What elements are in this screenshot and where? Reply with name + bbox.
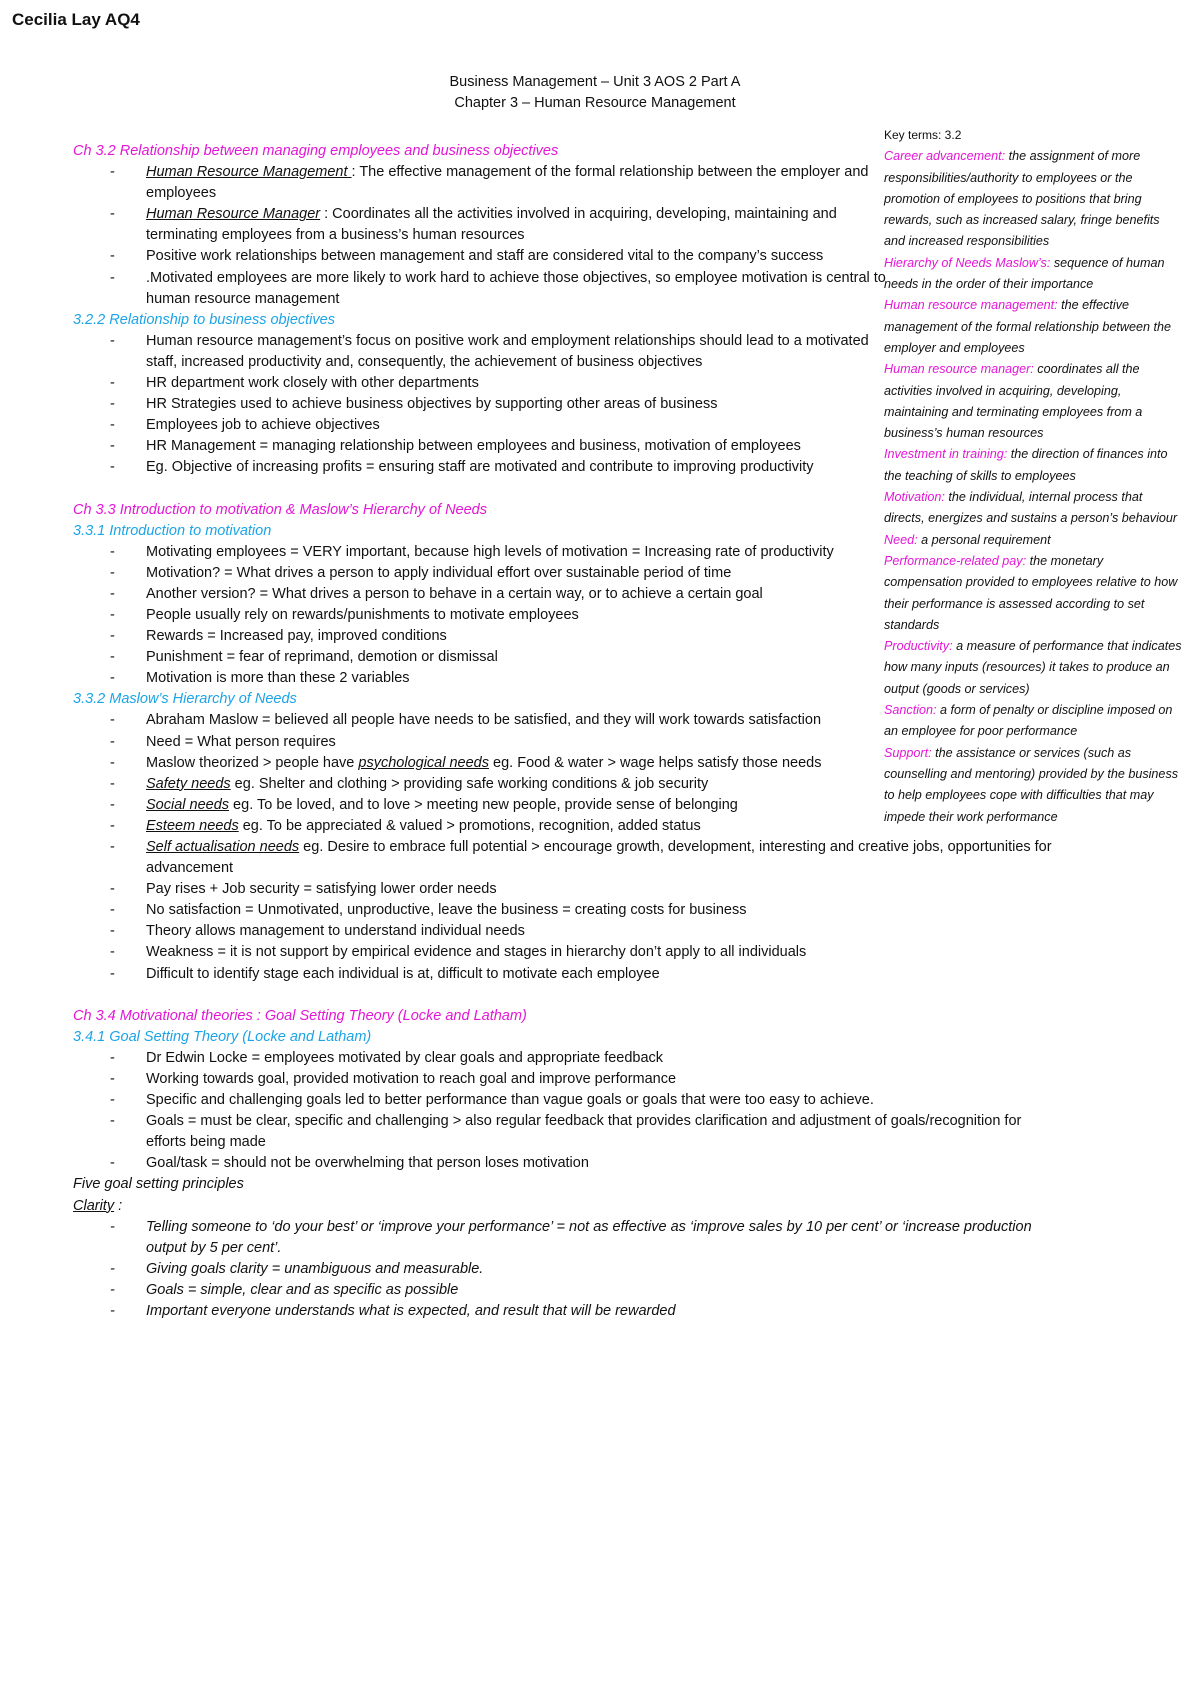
bullet-text: People usually rely on rewards/punishments to motivate employees <box>146 606 579 623</box>
bullet-text: Maslow theorized > people have <box>146 754 359 771</box>
bullet-text: Telling someone to ‘do your best’ or ‘improve your performance’ = not as effective as ‘improve sales by 10 per cent’ or ‘increase production output by 5 per cent’. <box>146 1218 1032 1256</box>
key-term-name: Performance-related pay: <box>884 553 1027 568</box>
key-terms-heading: Key terms: 3.2 <box>884 128 962 142</box>
list-item <box>73 816 1063 837</box>
bullet-text: Human resource management’s focus on positive work and employment relationships should lead to a motivated staff, increased productivity and, consequently, the achievement of business objectives <box>146 332 869 370</box>
list-item <box>73 942 1063 963</box>
bullet-text: No satisfaction = Unmotivated, unproductive, leave the business = creating costs for business <box>146 902 747 919</box>
list-item <box>73 921 1063 942</box>
bullet-text: Rewards = Increased pay, improved conditions <box>146 628 447 645</box>
key-term-definition: the monetary compensation provided to employees relative to how their performance is assessed according to set standards <box>884 553 1178 632</box>
bullet-text: eg. Food & water > wage helps satisfy those needs <box>489 754 822 771</box>
list-item <box>73 204 1133 246</box>
list-item <box>73 647 1133 668</box>
underlined-term: Safety needs <box>146 775 231 792</box>
key-term-name: Hierarchy of Needs Maslow’s: <box>884 255 1051 270</box>
list-item <box>73 1217 1063 1259</box>
s331-bullets <box>73 542 1133 690</box>
bullet-text: HR Strategies used to achieve business objectives by supporting other areas of business <box>146 396 718 413</box>
bullet-text: Specific and challenging goals led to better performance than vague goals or goals that were too easy to achieve. <box>146 1092 874 1109</box>
clarity-suffix: : <box>114 1197 123 1214</box>
list-item <box>73 1153 1063 1174</box>
list-item <box>73 563 1133 584</box>
key-term-definition: sequence of human needs in the order of their importance <box>884 255 1165 292</box>
list-item <box>73 774 1063 795</box>
key-term-definition: the assignment of more responsibilities/authority to employees or the promotion of employees to positions that bring rewards, such as increased salary, fringe benefits and increased responsibilities <box>884 149 1160 249</box>
bullet-text: Motivation? = What drives a person to apply individual effort over sustainable period of time <box>146 564 732 581</box>
key-term-definition: a measure of performance that indicates how many inputs (resources) it takes to produce an output (goods or services) <box>884 639 1182 696</box>
list-item <box>73 584 1133 605</box>
document-subtitle: Chapter 3 – Human Resource Management <box>454 95 736 111</box>
underlined-term: psychological needs <box>358 754 489 771</box>
sub-heading-3-3-1: 3.3.1 Introduction to motivation <box>73 522 272 539</box>
key-term-name: Productivity: <box>884 639 953 654</box>
key-term-name: Support: <box>884 745 932 760</box>
bullet-text: Goals = must be clear, specific and challenging > also regular feedback that provides clarification and adjustment of goals/recognition for efforts being made <box>146 1113 1022 1151</box>
list-item <box>73 331 1133 373</box>
list-item <box>73 162 1133 204</box>
key-term-definition: a personal requirement <box>917 532 1051 547</box>
key-term-definition: coordinates all the activities involved in acquiring, developing, maintaining and terminating employees from a business’s human resources <box>884 362 1143 441</box>
bullet-text: Need = What person requires <box>146 733 336 750</box>
bullet-text: Eg. Objective of increasing profits = ensuring staff are motivated and contribute to improving productivity <box>146 459 814 476</box>
key-term-name: Motivation: <box>884 490 945 505</box>
list-item <box>73 542 1133 563</box>
s341-bullets <box>73 1048 1133 1175</box>
s332-bullets-b <box>73 774 1133 985</box>
underlined-term: Esteem needs <box>146 817 239 834</box>
page-author: Cecilia Lay AQ4 <box>12 10 140 29</box>
bullet-text: .Motivated employees are more likely to work hard to achieve those objectives, so employee motivation is central to human resource management <box>146 269 886 307</box>
key-term-name: Sanction: <box>884 703 937 718</box>
chapter-heading-3-4: Ch 3.4 Motivational theories : Goal Setting Theory (Locke and Latham) <box>73 1007 527 1024</box>
key-term-definition: the individual, internal process that directs, energizes and sustains a person’s behaviour <box>884 490 1178 526</box>
bullet-text: Another version? = What drives a person to behave in a certain way, or to achieve a certain goal <box>146 585 763 602</box>
sub-heading-3-4-1: 3.4.1 Goal Setting Theory (Locke and Latham) <box>73 1028 372 1045</box>
clarity-bullets <box>73 1217 1133 1322</box>
list-item <box>73 668 1133 689</box>
list-item <box>73 1111 1063 1153</box>
sub-heading-3-2-2: 3.2.2 Relationship to business objectives <box>73 311 335 328</box>
bullet-text: HR Management = managing relationship between employees and business, motivation of employees <box>146 438 801 455</box>
clarity-label: Clarity <box>73 1197 115 1214</box>
list-item <box>73 457 1133 478</box>
key-term-name: Need: <box>884 532 918 547</box>
key-term-definition: the direction of finances into the teaching of skills to employees <box>884 447 1168 483</box>
bullet-text: Punishment = fear of reprimand, demotion or dismissal <box>146 649 498 666</box>
bullet-text: Employees job to achieve objectives <box>146 417 380 434</box>
bullet-text: Dr Edwin Locke = employees motivated by clear goals and appropriate feedback <box>146 1049 664 1066</box>
list-item <box>73 710 1133 731</box>
list-item <box>73 394 1133 415</box>
list-item <box>73 837 1063 879</box>
key-term-name: Human resource management: <box>884 298 1058 313</box>
list-item <box>73 415 1133 436</box>
list-item <box>73 436 1133 457</box>
list-item <box>73 900 1063 921</box>
bullet-text: : Coordinates all the activities involved in acquiring, developing, maintaining and terminating employees from a business’s human resources <box>146 206 837 244</box>
bullet-text: Positive work relationships between management and staff are considered vital to the company’s success <box>146 248 824 265</box>
bullet-text: Pay rises + Job security = satisfying lower order needs <box>146 881 497 898</box>
underlined-term: Human Resource Management <box>146 164 352 181</box>
list-item <box>73 1301 1063 1322</box>
bullet-text: HR department work closely with other departments <box>146 375 479 392</box>
bullet-text: Important everyone understands what is expected, and result that will be rewarded <box>146 1302 676 1319</box>
clarity-label-line <box>73 1196 1133 1217</box>
notes-body <box>73 141 1133 1322</box>
list-item <box>73 1259 1063 1280</box>
key-term-name: Human resource manager: <box>884 362 1034 377</box>
list-item <box>73 626 1133 647</box>
list-item <box>73 753 1133 774</box>
chapter-heading-3-3: Ch 3.3 Introduction to motivation & Maslow’s Hierarchy of Needs <box>73 501 487 518</box>
list-item <box>73 268 1133 313</box>
list-item <box>73 246 1133 267</box>
list-item <box>73 1090 1063 1111</box>
underlined-term: Self actualisation needs <box>146 839 300 855</box>
list-item <box>73 732 1133 753</box>
document-header <box>0 72 1200 114</box>
underlined-term: Human Resource Manager <box>146 206 321 223</box>
bullet-text: Motivating employees = VERY important, because high levels of motivation = Increasing rate of productivity <box>146 543 834 560</box>
s32-bullets <box>73 162 1133 313</box>
list-item <box>73 1048 1063 1069</box>
s332-bullets-a <box>73 710 1133 773</box>
bullet-text: Theory allows management to understand individual needs <box>146 923 525 940</box>
bullet-text: Weakness = it is not support by empirical evidence and stages in hierarchy don’t apply to all individuals <box>146 944 807 961</box>
principles-label: Five goal setting principles <box>73 1176 244 1193</box>
document-title: Business Management – Unit 3 AOS 2 Part A <box>449 74 741 90</box>
list-item <box>73 879 1063 900</box>
s322-bullets <box>73 331 1133 479</box>
bullet-text: Working towards goal, provided motivation to reach goal and improve performance <box>146 1070 677 1087</box>
bullet-text: Goal/task = should not be overwhelming that person loses motivation <box>146 1155 589 1172</box>
key-term-definition: the effective management of the formal relationship between the employer and employees <box>884 298 1172 355</box>
bullet-text: Difficult to identify stage each individual is at, difficult to motivate each employee <box>146 965 660 982</box>
bullet-text: eg. To be appreciated & valued > promotions, recognition, added status <box>238 817 701 834</box>
list-item <box>73 605 1133 626</box>
bullet-text: Giving goals clarity = unambiguous and measurable. <box>146 1260 484 1277</box>
list-item <box>73 1280 1063 1301</box>
underlined-term: Social needs <box>146 796 230 813</box>
key-term-definition: the assistance or services (such as counselling and mentoring) provided by the business to help employees cope with difficulties that may impede their work performance <box>884 745 1179 824</box>
bullet-text: Motivation is more than these 2 variables <box>146 670 410 687</box>
list-item <box>73 964 1063 985</box>
bullet-text: Goals = simple, clear and as specific as possible <box>146 1281 459 1298</box>
list-item <box>73 1069 1063 1090</box>
bullet-text: : The effective management of the formal relationship between the employer and employees <box>146 164 869 202</box>
bullet-text: eg. Shelter and clothing > providing safe working conditions & job security <box>230 775 709 792</box>
bullet-text: eg. Desire to embrace full potential > encourage growth, development, interesting and creative jobs, opportunities for advancement <box>146 839 1052 877</box>
key-term-name: Career advancement: <box>884 149 1006 164</box>
list-item <box>73 373 1133 394</box>
chapter-heading-3-2: Ch 3.2 Relationship between managing employees and business objectives <box>73 143 559 159</box>
key-term-name: Investment in training: <box>884 447 1008 462</box>
bullet-text: Abraham Maslow = believed all people have needs to be satisfied, and they will work towards satisfaction <box>146 712 822 729</box>
sub-heading-3-3-2: 3.3.2 Maslow’s Hierarchy of Needs <box>73 691 297 708</box>
key-term-definition: a form of penalty or discipline imposed on an employee for poor performance <box>884 703 1173 739</box>
bullet-text: eg. To be loved, and to love > meeting new people, provide sense of belonging <box>229 796 738 813</box>
list-item <box>73 795 1063 816</box>
